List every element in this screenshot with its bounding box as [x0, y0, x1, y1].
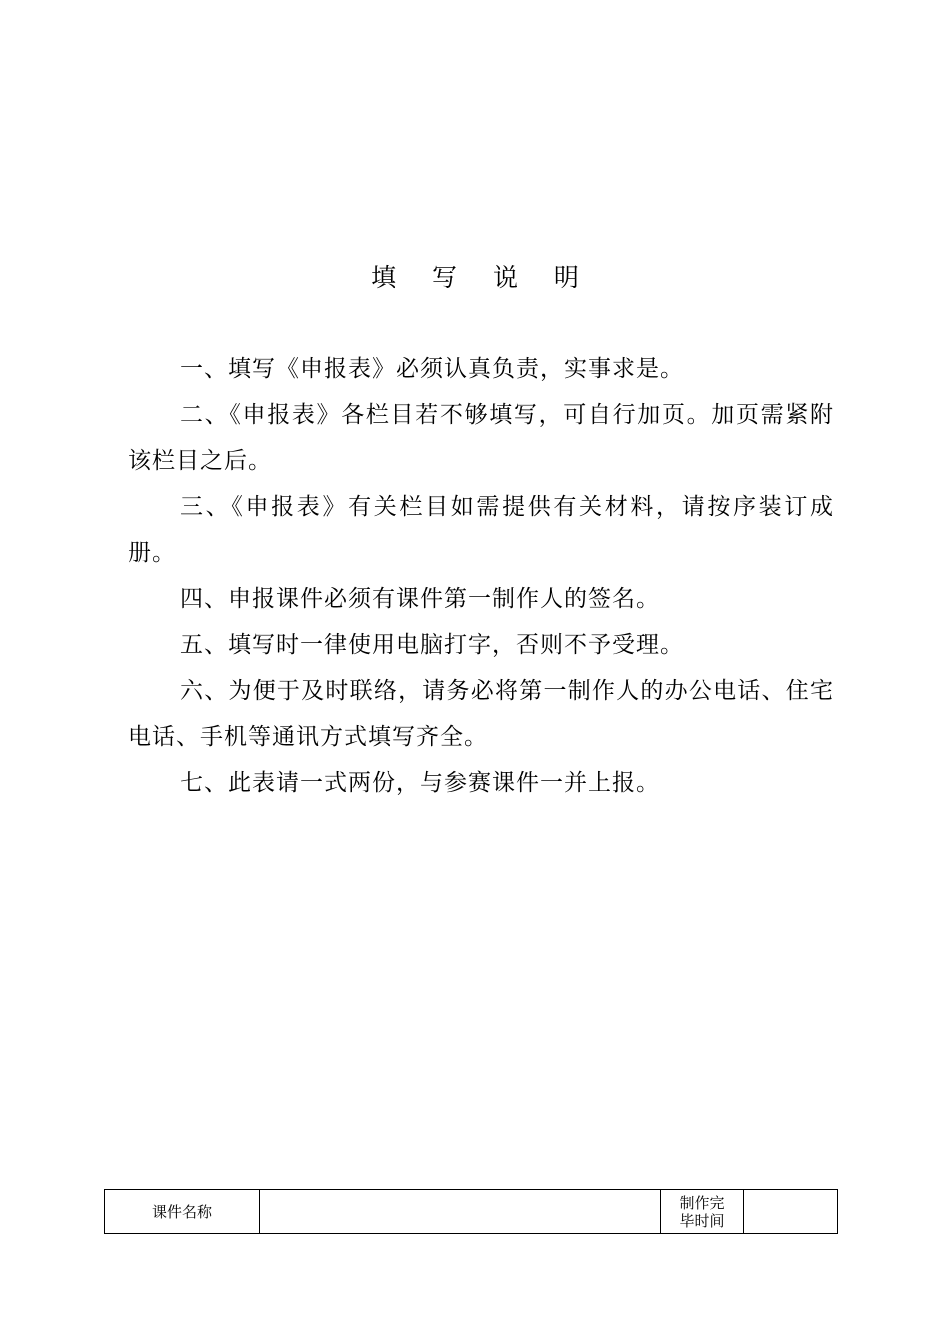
instruction-item-6: 六、为便于及时联络，请务必将第一制作人的办公电话、住宅电话、手机等通讯方式填写齐全。	[128, 678, 834, 750]
instruction-item-2: 二、《申报表》各栏目若不够填写，可自行加页。加页需紧附该栏目之后。	[128, 402, 834, 474]
instruction-item-3: 三、《申报表》有关栏目如需提供有关材料，请按序装订成册。	[128, 494, 834, 566]
courseware-info-table	[104, 1189, 838, 1234]
instruction-item-5: 五、填写时一律使用电脑打字，否则不予受理。	[180, 632, 684, 658]
completion-time-label	[661, 1190, 744, 1234]
table-row	[105, 1190, 838, 1234]
instruction-item-1: 一、填写《申报表》必须认真负责，实事求是。	[180, 356, 684, 382]
page-title: 填 写 说 明	[371, 263, 593, 292]
completion-time-label-line2: 毕时间	[679, 1211, 725, 1230]
completion-time-label-line1: 制作完	[679, 1193, 725, 1212]
instruction-item-4: 四、申报课件必须有课件第一制作人的签名。	[180, 586, 660, 612]
courseware-name-label: 课件名称	[105, 1190, 260, 1234]
instruction-item-7: 七、此表请一式两份，与参赛课件一并上报。	[180, 770, 660, 796]
instructions-list	[128, 346, 834, 806]
courseware-name-field[interactable]	[260, 1190, 661, 1234]
completion-time-field[interactable]	[744, 1190, 838, 1234]
